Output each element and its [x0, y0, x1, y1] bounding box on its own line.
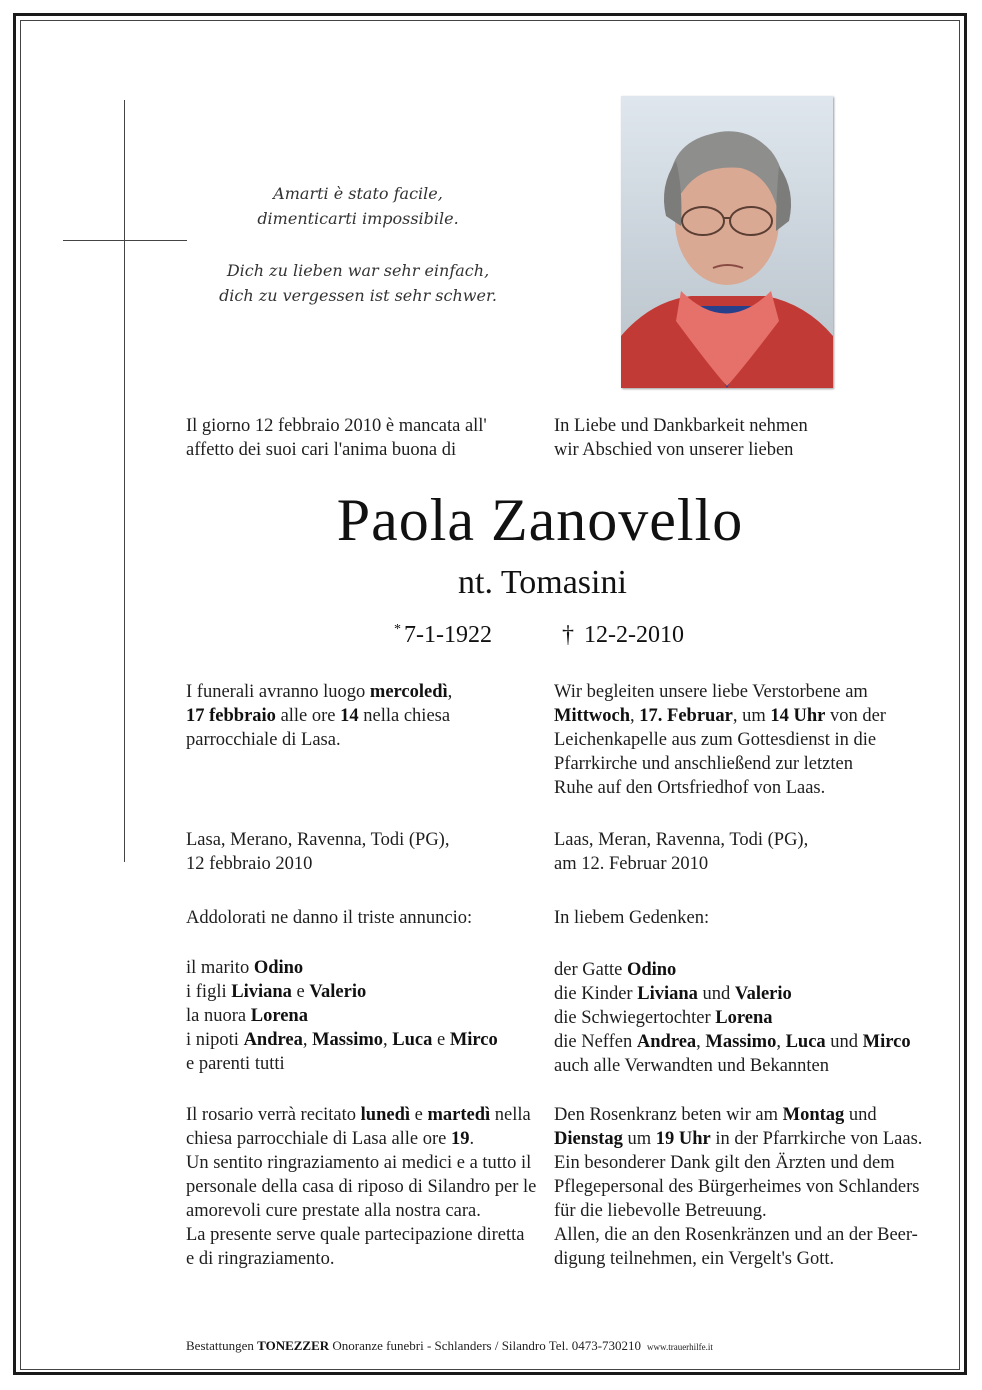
deceased-name: Paola Zanovello: [336, 487, 744, 553]
funeral-italian: [186, 680, 536, 752]
text-line: Mittwoch, 17. Februar, um 14 Uhr von der: [554, 706, 886, 726]
quote-line: dimenticarti impossibile.: [257, 209, 459, 228]
text-line: Ein besonderer Dank gilt den Ärzten und dem: [554, 1153, 895, 1173]
list-item: auch alle Verwandten und Bekannten: [554, 1056, 830, 1076]
list-item: die Kinder Liviana und Valerio: [554, 984, 792, 1004]
text-line: personale della casa di riposo di Silandro per le: [186, 1177, 537, 1197]
list-item: die Neffen Andrea, Massimo, Luca und Mirco: [554, 1032, 911, 1052]
text-line: amorevoli cure prestate alla nostra cara.: [186, 1201, 481, 1221]
family-list-german: [554, 958, 911, 1078]
cross-vertical: [124, 100, 125, 862]
text-line: chiesa parrocchiale di Lasa alle ore 19.: [186, 1129, 475, 1149]
text-line: In Liebe und Dankbarkeit nehmen: [554, 416, 808, 436]
mourners-heading-italian: Addolorati ne danno il triste annuncio:: [186, 908, 473, 928]
text-line: Allen, die an den Rosenkränzen und an der Beer-: [554, 1225, 918, 1245]
text-line: Pflegepersonal des Bürgerheimes von Schlanders: [554, 1177, 920, 1197]
list-item: la nuora Lorena: [186, 1006, 308, 1026]
rosary-german: [554, 1103, 923, 1271]
death-cross-icon: †: [562, 622, 574, 648]
text-line: I funerali avranno luogo mercoledì,: [186, 682, 453, 702]
place-date-german: [554, 828, 906, 876]
rosary-italian: [186, 1103, 536, 1271]
death-date-value: 12-2-2010: [584, 622, 684, 648]
website-text: www.trauerhilfe.it: [647, 1342, 713, 1352]
text-line: 12 febbraio 2010: [186, 854, 313, 874]
intro-german: [554, 414, 906, 462]
funeral-german: [554, 680, 906, 800]
family-list-italian: [186, 956, 536, 1076]
text-line: Pfarrkirche und anschließend zur letzten: [554, 754, 853, 774]
mourners-heading-german: In liebem Gedenken:: [554, 908, 710, 928]
text-line: Ruhe auf den Ortsfriedhof von Laas.: [554, 778, 826, 798]
birth-star-icon: *: [394, 622, 401, 637]
text-line: digung teilnehmen, ein Vergelt's Gott.: [554, 1249, 835, 1269]
text-line: Wir begleiten unsere liebe Verstorbene am: [554, 682, 868, 702]
text-line: affetto dei suoi cari l'anima buona di: [186, 440, 457, 460]
list-item: e parenti tutti: [186, 1054, 285, 1074]
list-item: die Schwiegertochter Lorena: [554, 1008, 773, 1028]
quote-line: dich zu vergessen ist sehr schwer.: [219, 286, 497, 305]
death-date: [562, 622, 684, 649]
text-line: e di ringraziamento.: [186, 1249, 335, 1269]
text-line: für die liebevolle Betreuung.: [554, 1201, 767, 1221]
place-date-italian: [186, 828, 536, 876]
text-line: Il giorno 12 febbraio 2010 è mancata all': [186, 416, 487, 436]
list-item: il marito Odino: [186, 958, 304, 978]
footer-funeral-home: Bestattungen TONEZZER Onoranze funebri - Schlanders / Silandro Tel. 0473-730210 www.trauerhilfe.it: [186, 1338, 713, 1353]
list-item: i nipoti Andrea, Massimo, Luca e Mirco: [186, 1030, 498, 1050]
quote-line: Amarti è stato facile,: [273, 184, 443, 203]
text-line: Un sentito ringraziamento ai medici e a tutto il: [186, 1153, 532, 1173]
quote-line: Dich zu lieben war sehr einfach,: [226, 261, 490, 280]
quote-german: [188, 258, 528, 308]
cross-horizontal: [63, 240, 187, 241]
quote-italian: [188, 181, 528, 231]
birth-date-value: 7-1-1922: [404, 622, 492, 648]
intro-italian: [186, 414, 536, 462]
text-line: Il rosario verrà recitato lunedì e martedì nella: [186, 1105, 531, 1125]
text-line: parrocchiale di Lasa.: [186, 730, 341, 750]
text-line: Den Rosenkranz beten wir am Montag und: [554, 1105, 877, 1125]
text-line: wir Abschied von unserer lieben: [554, 440, 794, 460]
birth-date: [394, 622, 492, 649]
maiden-name: nt. Tomasini: [458, 564, 627, 601]
text-line: Laas, Meran, Ravenna, Todi (PG),: [554, 830, 809, 850]
text-line: Leichenkapelle aus zum Gottesdienst in die: [554, 730, 877, 750]
text-line: Dienstag um 19 Uhr in der Pfarrkirche von Laas.: [554, 1129, 923, 1149]
text-line: 17 febbraio alle ore 14 nella chiesa: [186, 706, 451, 726]
portrait-illustration: [621, 96, 833, 388]
list-item: der Gatte Odino: [554, 960, 677, 980]
text-line: am 12. Februar 2010: [554, 854, 709, 874]
text-line: La presente serve quale partecipazione diretta: [186, 1225, 525, 1245]
text-line: Lasa, Merano, Ravenna, Todi (PG),: [186, 830, 450, 850]
portrait-photo: [621, 96, 833, 388]
list-item: i figli Liviana e Valerio: [186, 982, 367, 1002]
